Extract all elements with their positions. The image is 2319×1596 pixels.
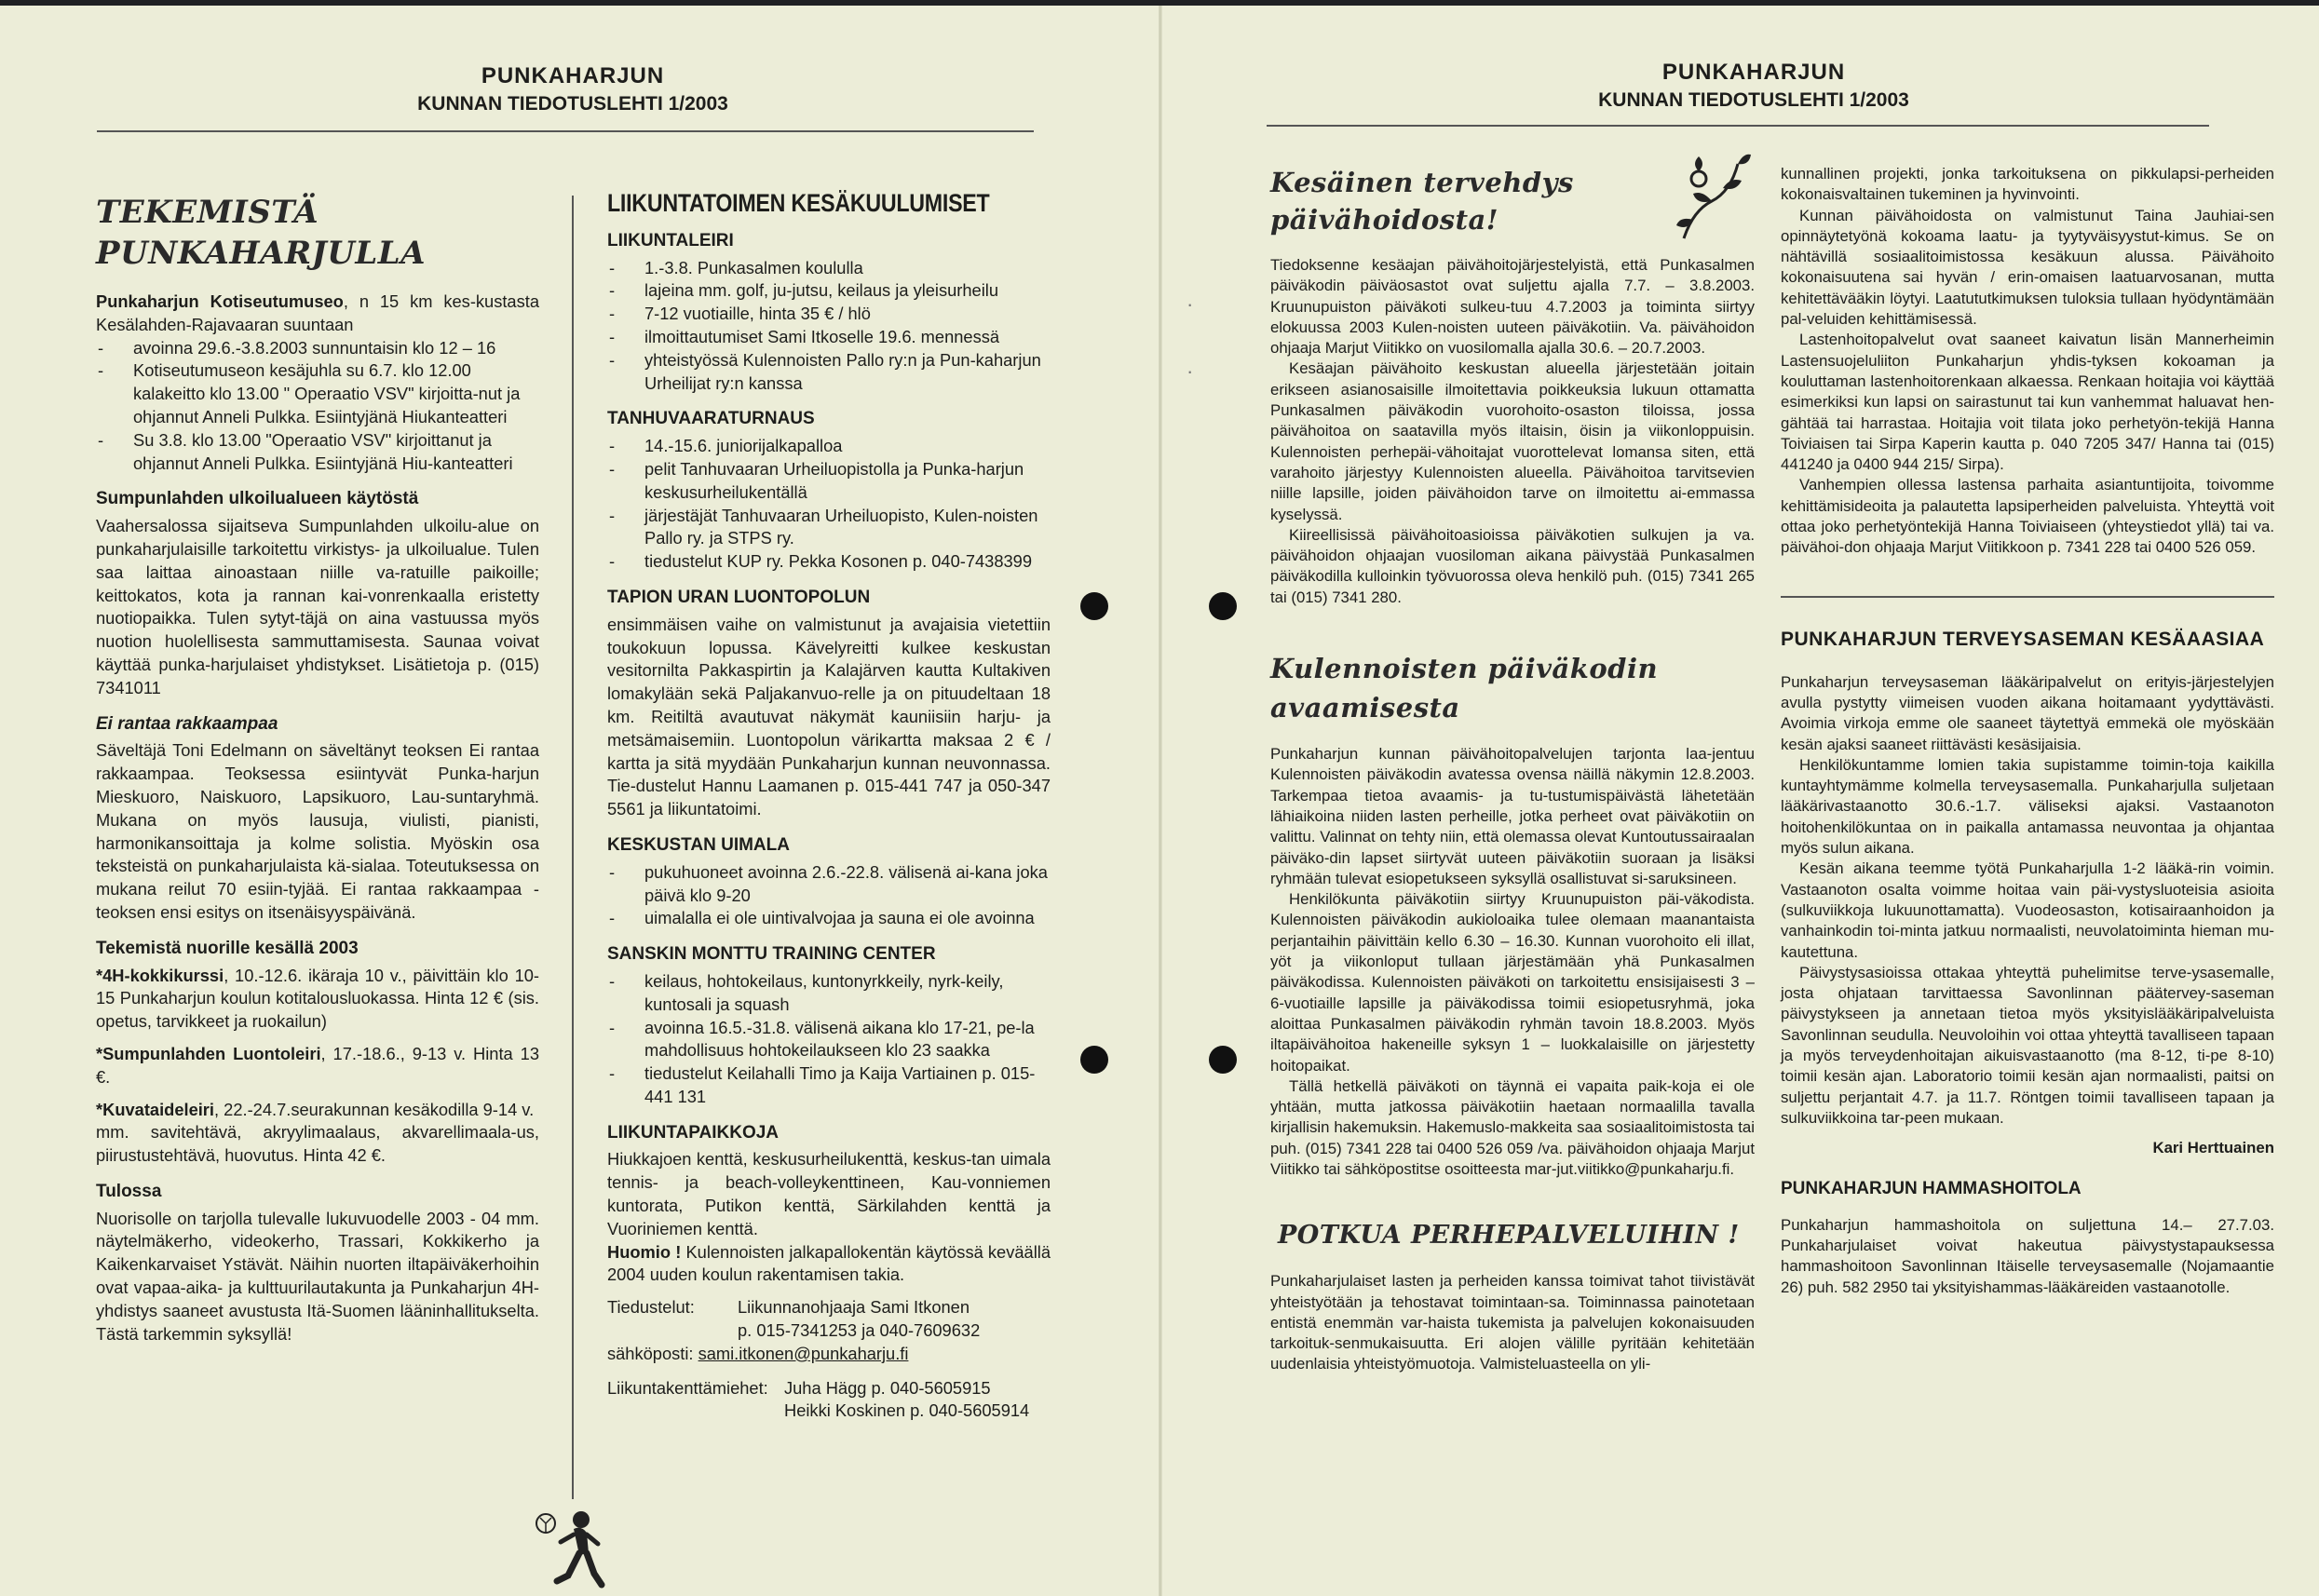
list-item: - järjestäjät Tanhuvaaran Urheiluopisto, Kulen-noisten Pallo ry. ja STPS ry. [607, 505, 1051, 551]
paikat-text: Hiukkajoen kenttä, keskusurheilukenttä, keskus-tan uimala tennis- ja beach-volleykenttineen, Kau-vonniemen kuntorata, Putikon kenttä, Särkilahden kenttä ja Vuoriniemen kenttä. [607, 1149, 1051, 1238]
section-heading: TEKEMISTÄ PUNKAHARJULLA [96, 194, 427, 272]
right-page [1162, 6, 2319, 1596]
article-text: Punkaharjun kunnan päivähoitopalvelujen tarjonta laa-jentuu Kulennoisten päiväkodin avatessa ovensa näillä näkymin 12.8.2003. Tarkempaa tietoa avaamis- ja tu-tustumispäivästä lähetetään lähiaikoina niiden lasten perheille, jotka perheet ovat päiväkotiin on valittu. Valinnat on tehty niin, että olemassa olevat Kuntoutussairaalan päiväko-din lapset siirtyvät uuteen päiväkotiin suoraan ja lisäksi ryhmään tulevat esiopetukseen syksyllä osallistuvat si-saruksineen. [1270, 745, 1755, 887]
section-divider [1781, 596, 2274, 598]
paikat-heading: LIIKUNTAPAIKKOJA [607, 1122, 780, 1143]
email-link[interactable]: sami.itkonen@punkaharju.fi [698, 1343, 909, 1363]
signature: Kari Herttuainen [2152, 1139, 2274, 1157]
masthead-title: PUNKAHARJUN [1661, 60, 1846, 85]
masthead-rule [97, 130, 1034, 132]
masthead-right [1526, 60, 1982, 112]
masthead-subtitle: KUNNAN TIEDOTUSLEHTI 1/2003 [1598, 89, 1909, 111]
tulossa-text: Nuorisolle on tarjolla tulevalle lukuvuodelle 2003 - 04 mm. näytelmäkerho, videokerho, Trassari, Kokkikerho ja Kaikenkarvaiset Ystävät. Näihin nuorten iltapäiväkerhoihin ovat vapaa-aika- ja kulttuurilautakunta ja Punkaharjun 4H-yhdistys saaneet avustusta Itä-Suomen lääninhallitukselta. Tästä tarkemmin syksyllä! [96, 1208, 539, 1344]
list-item: - uimalalla ei ole uintivalvojaa ja sauna ei ole avoinna [607, 907, 1051, 930]
tulossa-heading: Tulossa [96, 1181, 162, 1201]
museum-list [96, 337, 539, 476]
liikunta-heading: LIIKUNTATOIMEN KESÄKUULUMISET [607, 189, 990, 217]
nuoret-kuva-detail: mm. savitehtävä, akryylimaalaus, akvarellimaala-us, piirustustehtävä, huovutus. Hinta 42 €. [96, 1122, 539, 1166]
flower-ornament-icon [1665, 145, 1758, 248]
tapion-text: ensimmäisen vaihe on valmistunut ja avajaisia vietettiin toukokuun lopussa. Kävelyreitti kulkee keskustan vesitornilta Pakkaspirtin ja Kalajärven kautta Kultakiven lomakylään sekä Paljakanvuo-relle ja on pituudeltaan 18 km. Reitiltä avautuvat näkymät kauniisiin harju- ja metsämaisemiin. Luontopolun värikartta maksaa 2 € / kartta ja sitä myydään Punkaharjun kunnan neuvonnassa. Tie-dustelut Hannu Laamanen p. 015-441 747 ja 050-347 5561 ja liikuntatoimi. [607, 614, 1051, 819]
margin-mark: · [1187, 292, 1194, 316]
masthead-title: PUNKAHARJUN [481, 63, 665, 88]
list-item: - pelit Tanhuvaaran Urheiluopistolla ja Punka-harjun keskusurheilukentällä [607, 458, 1051, 505]
list-item: - avoinna 29.6.-3.8.2003 sunnuntaisin klo 12 – 16 [96, 337, 539, 360]
masthead-rule [1267, 125, 2209, 127]
margin-mark: · [1187, 359, 1194, 383]
kenttamiehet-block: Liikuntakenttämiehet: Juha Hägg p. 040-5605915 Heikki Koskinen p. 040-5605914 [607, 1377, 1030, 1421]
article-text: Tällä hetkellä päiväkoti on täynnä ei vapaita paik-koja ei ole yhtään, mutta jatkossa päiväkotiin haetaan normaalilla tavalla kirjallisin hakemuksin. Hakemuslo-makkeita saa sosiaalitoimistosta tai puh. (015) 7341 228 tai 0400 526 059 /va. päivähoidon ohjaaja Marjut Viitikko tai sähköpostitse osoitteesta mar-jut.viitikko@punkaharju.fi. [1270, 1076, 1755, 1178]
right-column-2 [1781, 164, 2274, 1307]
left-column-1 [96, 192, 539, 1355]
list-item: - keilaus, hohtokeilaus, kuntonyrkkeily, nyrk-keily, kuntosali ja squash [607, 970, 1051, 1017]
article-heading: Kesäinen tervehdys päivähoidosta! [1270, 167, 1574, 236]
uimala-list [607, 861, 1051, 930]
turnaus-list [607, 435, 1051, 574]
list-item: - avoinna 16.5.-31.8. välisenä aikana klo 17-21, pe-la mahdollisuus hohtokeilaukseen klo 23 saakka [607, 1017, 1051, 1063]
article-text: Vanhempien ollessa lastensa parhaita asiantuntijoita, toivomme kehittämisideoita ja palautetta lapsiperheiden palveluista. Yhteyttä voit ottaa joko perhetyöntekijä Hanna Toiviaiseen (yhteystiedot yllä) tai va. päivähoi-don ohjaaja Marjut Viitikkoon p. 7341 228 tai 0400 526 059. [1781, 476, 2274, 557]
tapion-heading: TAPION URAN LUONTOPOLUN [607, 587, 871, 607]
rantaa-text: Säveltäjä Toni Edelmann on säveltänyt teoksen Ei rantaa rakkaampaa. Teoksessa esiintyvät Punka-harjun Mieskuoro, Naiskuoro, Lapsikuoro, Lau-suntaryhmä. Mukana on myös lausuja, viulisti, pianisti, harmonikansoittaja ja kolme solistia. Myöskin osa teksteistä on punkaharjulaista kä-sialaa. Toteutuksessa on mukana reilut 70 esiin-tyjää. Ei rantaa rakkaampaa -teoksen ensi esitys on itsenäisyyspäivänä. [96, 740, 539, 922]
article-text: Punkaharjulaiset lasten ja perheiden kanssa toimivat tahot tiivistävät yhteistyötään ja tehostavat toimintaan-sa. Toiminnassa painotetaan entistä enemmän var-haista tukemista ja palvelujen kokonaisuuden tarkoituk-senmukaisuutta. Eri alojen välille pyritään kehitetään uudenlaisia yhteistyömuotoja. Valmisteluasteella on yli- [1270, 1272, 1755, 1373]
article-heading: Kulennoisten päiväkodin avaamisesta [1270, 653, 1659, 724]
nuoret-4h: *4H-kokkikurssi, 10.-12.6. ikäraja 10 v., päivittäin klo 10-15 Punkaharjun koulun kotitalousluokassa. Hinta 12 € (sis. opetus, tarvikkeet ja ruokailun) [96, 965, 539, 1032]
terveys-text: Päivystysasioissa ottakaa yhteyttä puhelimitse terve-ysasemalle, josta ohjataan tarvittaessa Savonlinnan päätervey-saseman päivystykseen ja annetaan tietoa myös yksityislääkäripalveluista Savonlinnan seudulla. Neuvoloihin voi ottaa yhteyttä tavalliseen tapaan ja myös terveydenhoitajan aikuisvastaanotto (ma 8-12, ti-pe 8-10) toimii kesän ajan. Laboratorio toimii kesän ajan normaalisti, paitsi on suljettu perjantait 4.7. ja 11.7. Röntgen toimii tavalliseen tapaan ja sulkuviikkoina tar-peen mukaan. [1781, 963, 2274, 1127]
huomio-text: Huomio ! Kulennoisten jalkapallokentän käytössä keväällä 2004 uuden koulun rakentamisen takia. [607, 1241, 1051, 1285]
terveys-text: Punkaharjun terveysaseman lääkäripalvelut on erityis-järjestelyjen avulla pystytty viimeisen vuoden aikana hoitamaant yydyttävästi. Avoimia virkoja emme ole saaneet täytettyä emmekä ole myöskään kesän ajaksi saaneet riittävästi kesäsijaisia. [1781, 672, 2274, 753]
list-item: - yhteistyössä Kulennoisten Pallo ry:n ja Pun-kaharjun Urheilijat ry:n kanssa [607, 349, 1051, 396]
hammas-heading: PUNKAHARJUN HAMMASHOITOLA [1781, 1179, 2082, 1199]
rantaa-heading: Ei rantaa rakkaampaa [96, 713, 278, 734]
terveys-text: Kesän aikana teemme työtä Punkaharjulla 1-2 lääkä-rin voimin. Vastaanoton osalta voimme hoitaa vain päi-vystysluoteisia asioita (sulkuviikkoja lukuunottamatta). Vuodeosaston, kotisairaanhoidon ja vanhainkodin toi-minta jatkuu normaalisti, neuvolatoiminta hieman mu-kautettuna. [1781, 859, 2274, 961]
leiri-list [607, 257, 1051, 396]
turnaus-heading: TANHUVAARATURNAUS [607, 409, 815, 429]
sanskin-list [607, 970, 1051, 1109]
list-item: - 7-12 vuotiaille, hinta 35 € / hlö [607, 303, 1051, 326]
terveys-text: Henkilökuntamme lomien takia supistamme toimin-toja kaikilla kuntayhtymämme kolmella terveysasemalla. Punkaharjulla suljetaan lääkärivastaanotto 30.6.-1.7. väliseksi ajaksi. Vastaanoton hoitohenkilökuntaa on in paikalla antamassa neuvontaa ja ohjantaa myös sulun aikana. [1781, 755, 2274, 858]
binder-hole [1209, 1046, 1237, 1074]
list-item: - pukuhuoneet avoinna 2.6.-22.8. välisenä ai-kana joka päivä klo 9-20 [607, 861, 1051, 908]
binder-hole [1080, 592, 1108, 620]
list-item: - lajeina mm. golf, ju-jutsu, keilaus ja yleisurheilu [607, 279, 1051, 303]
list-item: - tiedustelut KUP ry. Pekka Kosonen p. 040-7438399 [607, 550, 1051, 574]
leiri-heading: LIIKUNTALEIRI [607, 230, 734, 250]
email-row: sähköposti: sami.itkonen@punkaharju.fi [607, 1343, 909, 1363]
list-item: - Su 3.8. klo 13.00 "Operaatio VSV" kirjoittanut ja ohjannut Anneli Pulkka. Esiintyjänä Hiu-kanteatteri [96, 429, 539, 476]
masthead-subtitle: KUNNAN TIEDOTUSLEHTI 1/2003 [417, 93, 728, 115]
right-column-1 [1270, 164, 1755, 1385]
article-text: Tiedoksenne kesäajan päivähoitojärjestelyistä, että Punkasalmen päiväkodin päiväosastot ovat suljettu ajalla 7.7. – 3.8.2003. Kruunupuiston päiväkoti sulkeu-tuu 4.7.2003 ja toiminta siirtyy elokuussa 2003 Kulen-noisten uuteen päiväkotiin. Va. päivähoidon ohjaaja Marjut Viitikko on vuosilomalla ajalla 30.6. – 20.7.2003. [1270, 256, 1755, 358]
sumpun-text: Vaahersalossa sijaitseva Sumpunlahden ulkoilu-alue on punkaharjulaisille tarkoitettu virkistys- ja ulkoilualue. Tulen saa laittaa ainoastaan niille va-ratuille paikoille; keittokatos, kota ja rannan kai-vonrenkaalla eristetty nuotiopaikka. Tulen sytyt-täjä on aina vastuussa myös nuotion huolellisesta sammuttamisesta. Saunaa voivat käyttää punka-harjulaiset yhdistykset. Lisätietoja p. (015) 7341011 [96, 516, 539, 697]
terveys-heading: PUNKAHARJUN TERVEYSASEMAN KESÄAASIAA [1781, 628, 2265, 650]
list-item: - 14.-15.6. juniorijalkapalloa [607, 435, 1051, 458]
list-item: - Kotiseutumuseon kesäjuhla su 6.7. klo 12.00 kalakeitto klo 13.00 " Operaatio VSV" kirjoitta-nut ja ohjannut Anneli Pulkka. Esiintyjänä Hiukanteatteri [96, 359, 539, 428]
column-divider [572, 196, 574, 1499]
binder-hole [1209, 592, 1237, 620]
article-text: Henkilökunta päiväkotiin siirtyy Kruunupuiston päi-väkodista. Kulennoisten päiväkodin aukioloaika tulee olemaan maanantaista perjantaihin päivittäin kello 6.30 – 16.30. Kunnan vuorohoito eli illat, yöt ja viikonloput tullaan järjestämään yhä Punkasalmen päiväkodissa. Kulennoisten päiväkoti on tarkoitettu ensisijaisesti 3 – 6-vuotiaille lapsille ja päiväkodissa toimii esiopetusryhmä, joka aloittaa Punkasalmen päiväkodin ryhmän tavoin 18.8.2003. Myös iltapäivähoitoa hakeneille syksyn 1 – luokkalaisille on järjestetty hoitopaikat. [1270, 890, 1755, 1075]
masthead-left [354, 63, 792, 115]
article-text: Kiireellisissä päivähoitoasioissa päiväkotien sulkujen ja va. päivähoidon ohjaajan vuosiloman aikana päivystää Punkasalmen päiväkodilla kulloinkin työvuorossa oleva henkilö puh. (015) 7341 265 tai (015) 7341 280. [1270, 525, 1755, 606]
hammas-text: Punkaharjun hammashoitola on suljettuna 14.– 27.7.03. Punkaharjulaiset voivat hakeutua päivystystapauksessa hammashoitoon Savonlinnan Itäiselle terveysasemalle (Nojamaantie 26) puh. 582 2950 tai yksityishammas-lääkäreiden vastaanotolle. [1781, 1215, 2274, 1296]
nuoret-heading: Tekemistä nuorille kesällä 2003 [96, 938, 359, 958]
list-item: - ilmoittautumiset Sami Itkoselle 19.6. mennessä [607, 326, 1051, 349]
article-text: kunnallinen projekti, jonka tarkoituksena on pikkulapsi-perheiden kokonaisvaltainen tukeminen ja hyvinvointi. [1781, 165, 2274, 204]
nuoret-kuva: *Kuvataideleiri, 22.-24.7.seurakunnan kesäkodilla 9-14 v. [96, 1099, 535, 1119]
article-text: Kesäajan päivähoito keskustan alueella järjestetään joitain erikseen asianosaisille ilmoitettavia poikkeuksia lukuun ottamatta Punkasalmen päiväkodin vuorohoito-osaston tiloissa, jossa päivähoitoa on saatavilla myös iltaisin, öisin ja viikonloppuisin. Kulennoisten perhepäi-vähoitajat vuorottelevat lomansa siten, että varahoito järjestyy Kulennoisten alueella. Päivähoitoa tarvitsevien niille lapsille, joiden päivähoidon tarve on ilmoitettu ai-emmassa kyselyssä. [1270, 359, 1755, 523]
binder-hole [1080, 1046, 1108, 1074]
newsletter-spread [0, 6, 2319, 1596]
article-text: Lastenhoitopalvelut ovat saaneet kaivatun lisän Mannerheimin Lastensuojeluliiton Punkaharjun yhdis-tyksen kokoaman ja kouluttaman lastenhoitorenkaan alkaessa. Renkaan hoitajia voi käyttää esimerkiksi kun lapsi on sairastunut tai kun vanhemmat haluavat hen-gähtää tai harrastaa. Hoitajia voit tilata joko perhetyön-tekijä Hanna Toiviaisen tai Sirpa Kaperin kautta p. 040 7205 347/ Hanna tai (015) 441240 ja 0400 944 215/ Sirpa). [1781, 331, 2274, 474]
left-page [0, 6, 1159, 1596]
sanskin-heading: SANSKIN MONTTU TRAINING CENTER [607, 944, 936, 965]
article-heading: POTKUA PERHEPALVELUIHIN ! [1278, 1221, 1740, 1251]
list-item: - 1.-3.8. Punkasalmen koululla [607, 257, 1051, 280]
museum-intro: Punkaharjun Kotiseutumuseo, n 15 km kes-kustasta Kesälahden-Rajavaaran suuntaan [96, 291, 539, 334]
football-player-icon [533, 1507, 607, 1590]
nuoret-luonto: *Sumpunlahden Luontoleiri, 17.-18.6., 9-13 v. Hinta 13 €. [96, 1043, 539, 1087]
list-item: - tiedustelut Keilahalli Timo ja Kaija Vartiainen p. 015-441 131 [607, 1062, 1051, 1109]
uimala-heading: KESKUSTAN UIMALA [607, 834, 790, 855]
left-column-2 [607, 189, 1051, 1423]
sumpun-heading: Sumpunlahden ulkoilualueen käytöstä [96, 489, 419, 509]
contact-block: Tiedustelut: Liikunnanohjaaja Sami Itkonen p. 015-7341253 ja 040-7609632 [607, 1297, 981, 1341]
article-text: Kunnan päivähoidosta on valmistunut Taina Jauhiai-sen opinnäytetyönä kokoama laatu- ja tyytyväisyystut-kimus. Se on nähtävillä sosiaalitoimistossa kesäkuun alussa. Päivähoito kokonaisuutena sai hyvän / erin-omaisen laatuarvosanan, mutta kehitettävääkin löytyi. Laatututkimuksen tuloksia tullaan hyödyntämään pal-veluiden kehittämisessä. [1781, 206, 2274, 329]
